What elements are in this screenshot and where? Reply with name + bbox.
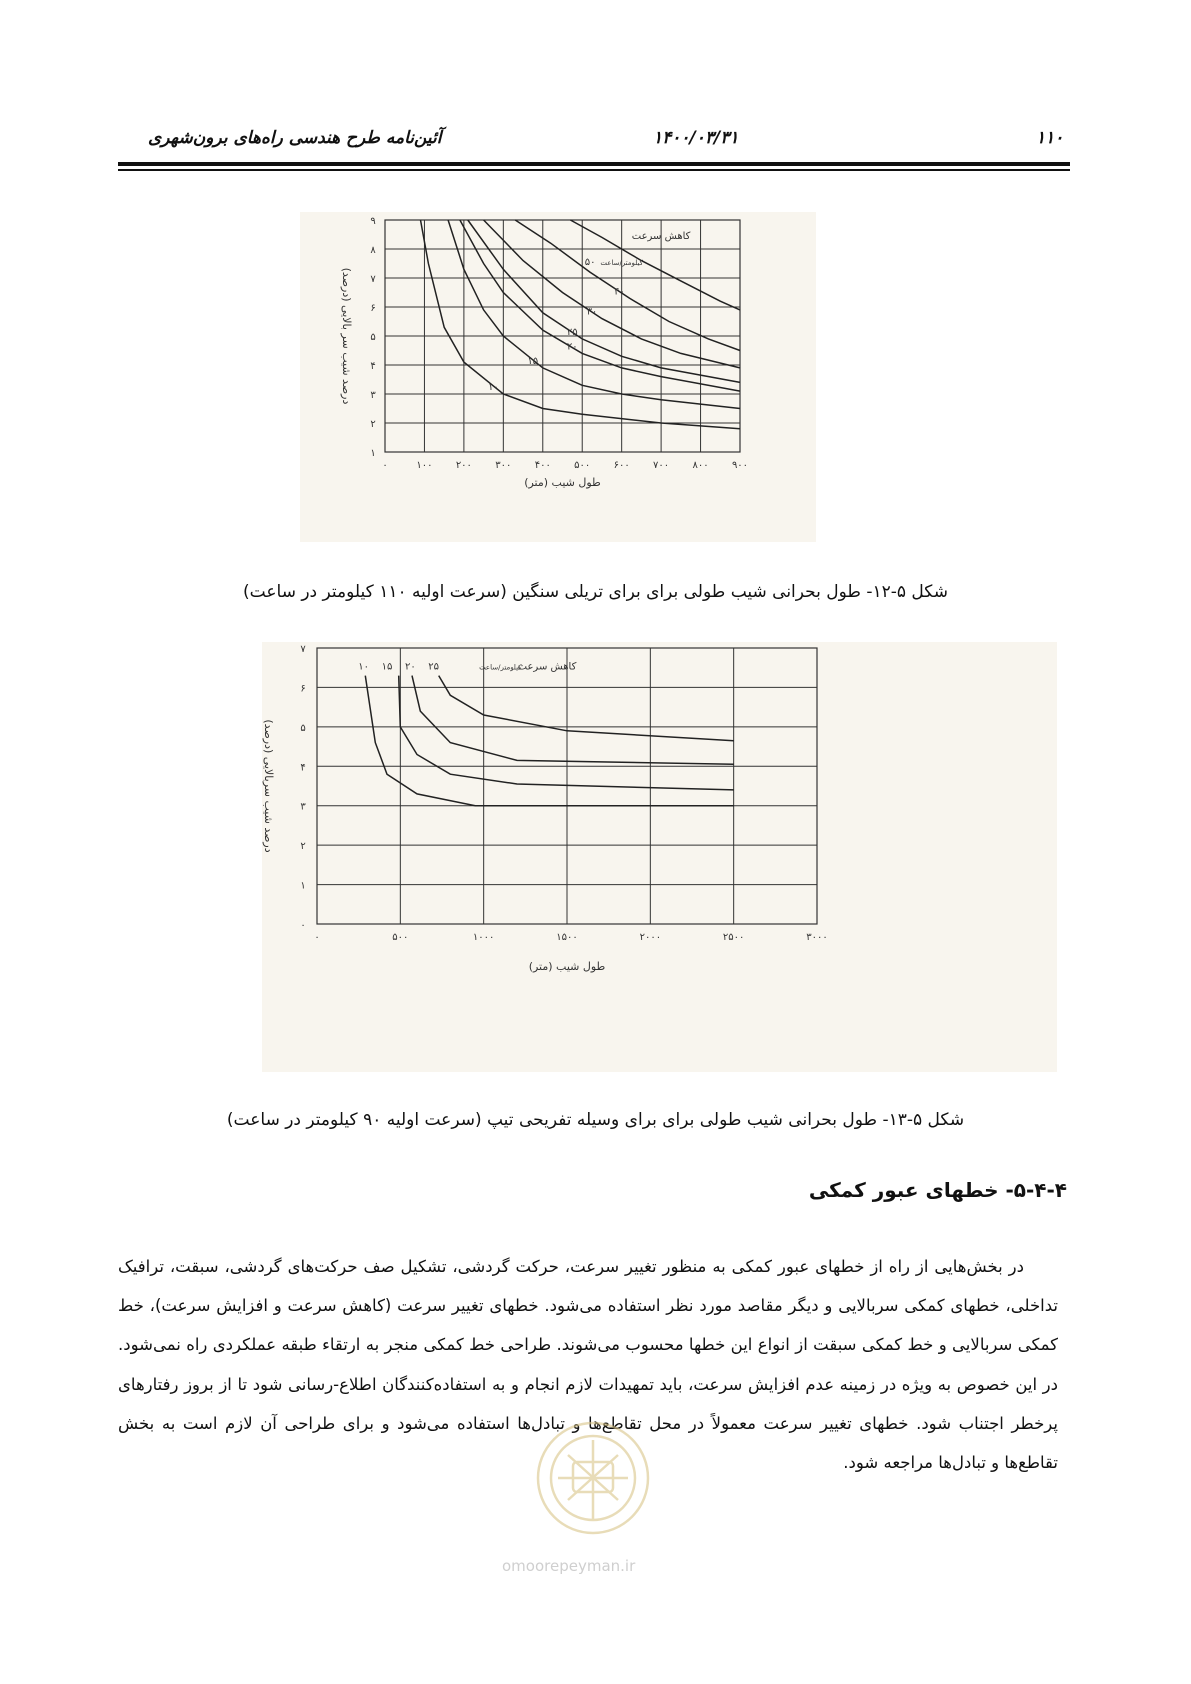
y-tick-label: ۱: [370, 448, 376, 459]
y-tick-label: ۰: [300, 920, 306, 931]
x-tick-label: ۰: [314, 932, 320, 943]
y-tick-label: ۲: [300, 841, 306, 853]
x-tick-label: ۴۰۰: [534, 460, 551, 471]
x-tick-label: ۹۰۰: [731, 460, 749, 471]
figure-2: [262, 642, 1057, 1072]
chart-2: [262, 642, 1057, 1072]
watermark-seal-icon: [488, 1420, 698, 1550]
figure-1-caption: شکل ۵-۱۲- طول بحرانی شیب طولی برای برای تریلی سنگین (سرعت اولیه ۱۱۰ کیلومتر در ساعت): [243, 582, 948, 602]
annotation-unit: کیلومتر/ساعت: [600, 258, 643, 267]
series-line: [515, 220, 740, 351]
series-label: ۲۰: [404, 661, 416, 673]
y-tick-label: ۴: [370, 361, 376, 372]
x-tick-label: ۲۰۰۰: [639, 932, 662, 943]
x-axis-label: طول شیب (متر): [524, 476, 601, 489]
x-tick-label: ۱۰۰۰: [472, 932, 495, 943]
y-tick-label: ۷: [300, 644, 306, 655]
series-line: [421, 220, 741, 429]
y-tick-label: ۵: [300, 722, 306, 734]
annotation-main: کاهش سرعت: [631, 230, 691, 242]
series-line: [484, 220, 740, 368]
y-tick-label: ۶: [370, 303, 376, 314]
y-axis-label: درصد شیب سربالایی (درصد): [262, 719, 275, 853]
y-tick-label: ۸: [370, 245, 376, 256]
x-tick-label: ۵۰۰: [574, 460, 591, 471]
figure-2-caption: شکل ۵-۱۳- طول بحرانی شیب طولی برای برای وسیله تفریحی تیپ (سرعت اولیه ۹۰ کیلومتر در ساعت): [226, 1110, 965, 1130]
series-label: ۲۰: [566, 341, 578, 353]
y-tick-label: ۵: [370, 332, 376, 343]
x-tick-label: ۱۰۰: [416, 460, 433, 471]
header-doc-title: آئین‌نامه طرح هندسی راه‌های برون‌شهری: [148, 128, 442, 148]
watermark-url: omoorepeyman.ir: [502, 1557, 636, 1575]
annotation-main: کاهش سرعت: [517, 661, 577, 673]
section-body: در بخش‌هایی از راه از خطهای عبور کمکی به منظور تغییر سرعت، حرکت گردشی، تشکیل صف حرکت‌های گردشی، سبقت، ترافیک تداخلی، خطهای کمکی سربالایی و دیگر مقاصد مورد نظر استفاده می‌شود. خطهای تغییر سرعت (کاهش سرعت و افزایش سرعت)، خط کمکی سربالایی و خط کمکی سبقت از انواع این خطها محسوب می‌شوند. طراحی خط کمکی منجر به ارتقاء طبقه عملکردی راه نمی‌شود. در این خصوص به ویژه در زمینه عدم افزایش سرعت، باید تمهیدات لازم انجام و به استفاده‌کنندگان اطلاع-رسانی شود تا از بروز رفتارهای پرخطر اجتناب شود. خطهای تغییر سرعت معمولاً در محل تقاطع‌ها و تبادل‌ها استفاده می‌شود و برای طراحی آن لازم است به بخش تقاطع‌ها و تبادل‌ها مراجعه شود.: [118, 1257, 1058, 1473]
y-tick-label: ۶: [300, 683, 306, 695]
x-axis-label: طول شیب (متر): [528, 960, 606, 973]
series-label: ۱۵: [527, 355, 539, 367]
x-tick-label: ۲۰۰: [455, 460, 472, 471]
header-date: ۱۴۰۰/۰۳/۳۱: [653, 128, 739, 148]
x-tick-label: ۷۰۰: [653, 460, 670, 471]
page-number: ۱۱۰: [1036, 128, 1064, 148]
x-tick-label: ۲۵۰۰: [722, 932, 745, 943]
header-rule-thick: [118, 162, 1070, 166]
y-axis-label: درصد شیب سر بالایی (درصد): [340, 267, 353, 405]
series-label: ۱۰: [487, 382, 499, 393]
y-tick-label: ۷: [370, 274, 376, 285]
x-tick-label: ۳۰۰: [495, 460, 512, 471]
y-tick-label: ۴: [300, 762, 306, 774]
x-tick-label: ۸۰۰: [692, 460, 709, 471]
y-tick-label: ۳: [370, 390, 376, 401]
series-label: ۵۰: [584, 256, 596, 268]
y-tick-label: ۹: [370, 216, 376, 227]
x-tick-label: ۱۵۰۰: [556, 932, 578, 943]
y-tick-label: ۳: [300, 801, 306, 813]
series-label: ۴۰: [614, 286, 625, 298]
y-tick-label: ۱: [300, 880, 306, 892]
figure-1: [300, 212, 816, 542]
annotation-unit: کیلومتر/ساعت: [479, 663, 522, 672]
series-line: [439, 676, 734, 741]
x-tick-label: ۶۰۰: [613, 460, 630, 471]
y-tick-label: ۲: [370, 419, 376, 430]
x-tick-label: ۳۰۰۰: [806, 932, 828, 943]
x-tick-label: ۵۰۰: [392, 932, 409, 943]
x-tick-label: ۰: [382, 460, 388, 471]
series-line: [365, 676, 733, 806]
series-label: ۱۵: [381, 661, 393, 673]
series-line: [412, 676, 734, 765]
section-title: ۵-۴-۴- خطهای عبور کمکی: [808, 1178, 1067, 1202]
series-label: ۲۵: [428, 661, 440, 673]
chart-1: [300, 212, 816, 542]
header-rule-thin: [118, 169, 1070, 171]
series-label: ۳۰: [586, 306, 598, 318]
series-label: ۱۰: [358, 661, 370, 673]
series-label: ۲۵: [566, 326, 578, 338]
